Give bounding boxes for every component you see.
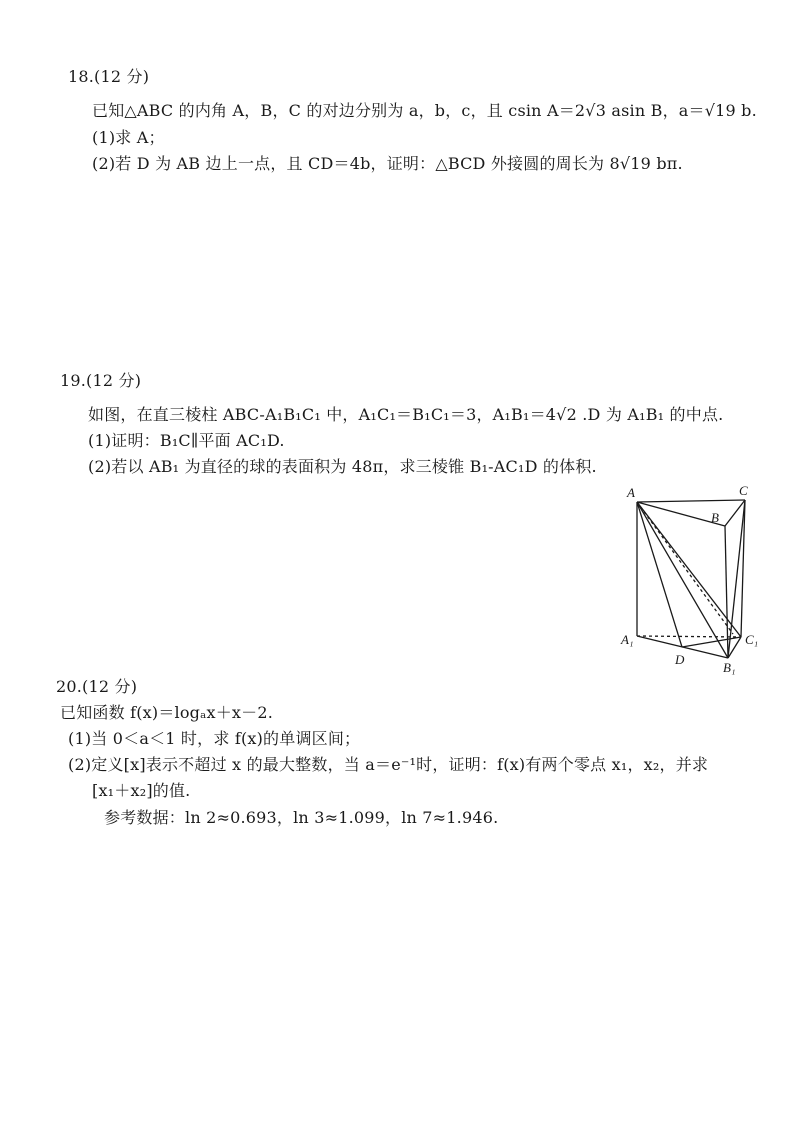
prism-figure (615, 482, 775, 678)
problem-18-header: 18.(12 分) (68, 67, 150, 86)
problem-20-statement: 已知函数 f(x)＝logₐx＋x－2. (60, 703, 273, 722)
segment-DC1 (682, 637, 741, 647)
problem-18-part-1: (1)求 A； (92, 128, 165, 147)
problem-18-part-2: (2)若 D 为 AB 边上一点，且 CD＝4b，证明：△BCD 外接圆的周长为 8√19 bπ. (92, 154, 683, 173)
edge-AC (637, 500, 745, 502)
problem-19-statement: 如图，在直三棱柱 ABC-A₁B₁C₁ 中，A₁C₁＝B₁C₁＝3，A₁B₁＝4√2 .D 为 A₁B₁ 的中点. (88, 405, 724, 424)
segment-AB1 (637, 502, 728, 658)
label-A1: A₁ (621, 632, 634, 647)
prism-edges (637, 500, 745, 658)
problem-18-statement: 已知△ABC 的内角 A，B，C 的对边分别为 a，b，c，且 csin A＝2√3 asin B，a＝√19 b. (92, 101, 757, 120)
edge-A1C1-hidden (637, 636, 741, 637)
segment-AD (637, 502, 682, 647)
edge-BB1 (725, 526, 728, 658)
label-D: D (675, 652, 685, 667)
label-C1: C₁ (745, 632, 759, 647)
problem-19-part-2: (2)若以 AB₁ 为直径的球的表面积为 48π，求三棱锥 B₁-AC₁D 的体积. (88, 457, 597, 476)
problem-20-part-1: (1)当 0＜a＜1 时，求 f(x)的单调区间； (68, 729, 361, 748)
label-C: C (739, 483, 748, 498)
label-B: B (711, 510, 719, 525)
problem-19-part-1: (1)证明：B₁C∥平面 AC₁D. (88, 431, 285, 450)
problem-20-part-2: (2)定义[x]表示不超过 x 的最大整数，当 a＝e⁻¹时，证明：f(x)有两个零点 x₁，x₂，并求 (68, 755, 709, 774)
label-B1: B₁ (723, 660, 736, 675)
label-A: A (627, 485, 635, 500)
problem-19-header: 19.(12 分) (60, 371, 142, 390)
problem-20-part-2-continued: [x₁＋x₂]的值. (92, 781, 191, 800)
problem-20-reference-data: 参考数据：ln 2≈0.693，ln 3≈1.099，ln 7≈1.946. (104, 808, 499, 827)
problem-20-header: 20.(12 分) (56, 677, 138, 696)
